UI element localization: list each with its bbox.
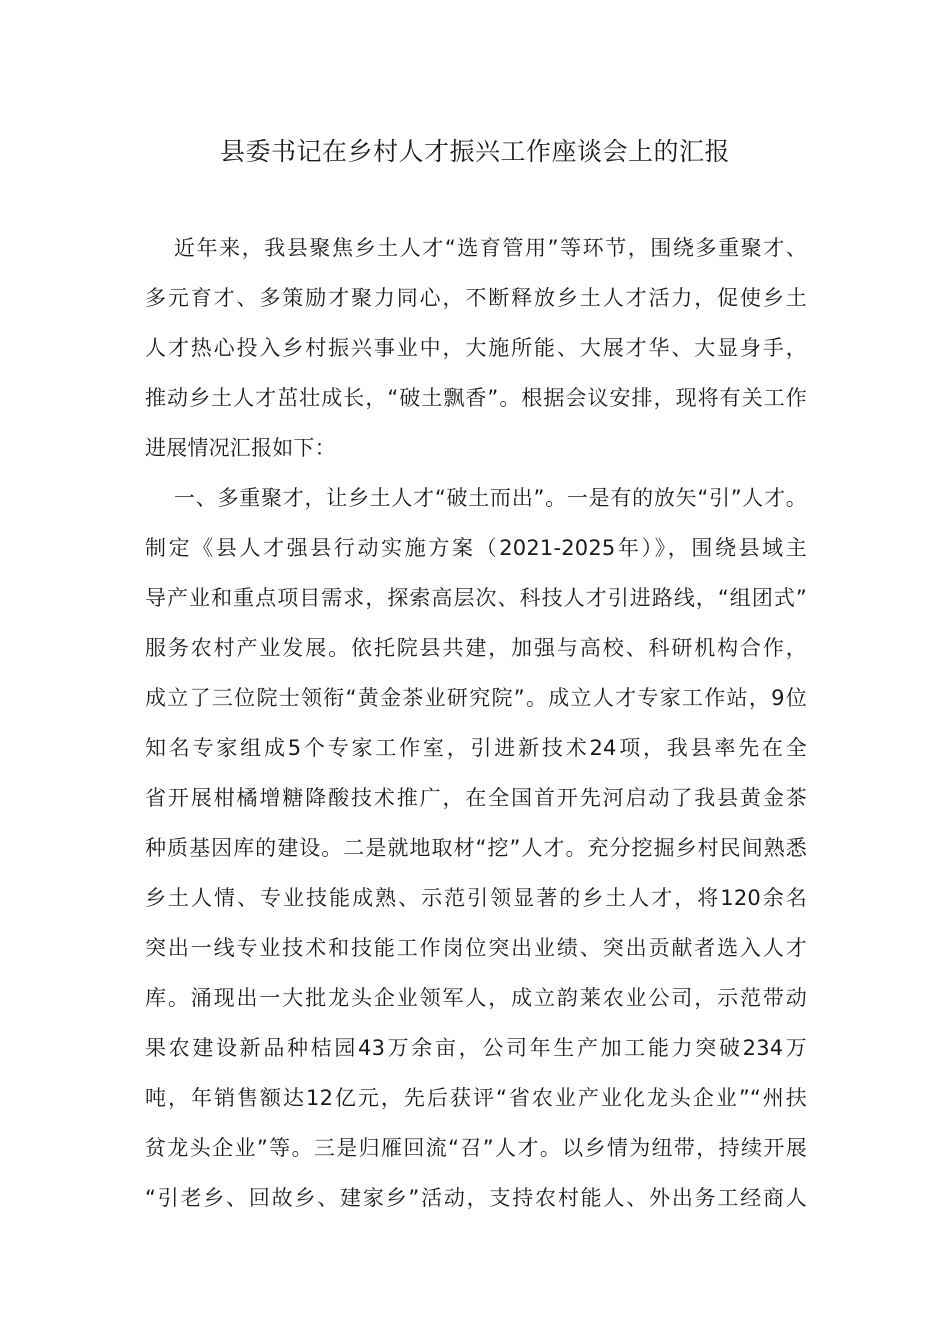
paragraph-line: 知名专家组成5个专家工作室，引进新技术24项，我县率先在全: [145, 736, 807, 760]
paragraph-line: 近年来，我县聚焦乡土人才“选育管用”等环节，围绕多重聚才、: [174, 236, 807, 260]
paragraph-line: 成立了三位院士领衔“黄金茶业研究院”。成立人才专家工作站，9位: [145, 686, 807, 710]
paragraph-line: 乡土人情、专业技能成熟、示范引领显著的乡土人才，将120余名: [145, 886, 807, 910]
paragraph-line: 服务农村产业发展。依托院县共建，加强与高校、科研机构合作，: [145, 636, 807, 660]
paragraph-line: 一、多重聚才，让乡土人才“破土而出”。一是有的放矢“引”人才。: [174, 486, 807, 510]
paragraph-line: 省开展柑橘增糖降酸技术推广，在全国首开先河启动了我县黄金茶: [145, 786, 807, 810]
paragraph-line: 多元育才、多策励才聚力同心，不断释放乡土人才活力，促使乡土: [145, 286, 807, 310]
paragraph-line: 贫龙头企业”等。三是归雁回流“召”人才。以乡情为纽带，持续开展: [145, 1136, 807, 1160]
paragraph-line: 吨，年销售额达12亿元，先后获评“省农业产业化龙头企业”“州扶: [145, 1086, 807, 1110]
paragraph-line: 制定《县人才强县行动实施方案（2021-2025年）》，围绕县域主: [145, 536, 807, 560]
paragraph-line: 突出一线专业技术和技能工作岗位突出业绩、突出贡献者选入人才: [145, 936, 807, 960]
paragraph-line: “引老乡、回故乡、建家乡”活动，支持农村能人、外出务工经商人: [145, 1186, 807, 1210]
paragraph-line: 种质基因库的建设。二是就地取材“挖”人才。充分挖掘乡村民间熟悉: [145, 836, 807, 860]
paragraph-line: 推动乡土人才茁壮成长，“破土飘香”。根据会议安排，现将有关工作: [145, 386, 807, 410]
paragraph-line: 人才热心投入乡村振兴事业中，大施所能、大展才华、大显身手，: [145, 336, 807, 360]
paragraph-line: 导产业和重点项目需求，探索高层次、科技人才引进路线，“组团式”: [145, 586, 807, 610]
paragraph-line: 库。涌现出一大批龙头企业领军人，成立韵莱农业公司，示范带动: [145, 986, 807, 1010]
paragraph-line: 进展情况汇报如下：: [145, 436, 336, 460]
paragraph-line: 果农建设新品种桔园43万余亩，公司年生产加工能力突破234万: [145, 1036, 807, 1060]
document-title: 县委书记在乡村人才振兴工作座谈会上的汇报: [219, 137, 730, 166]
